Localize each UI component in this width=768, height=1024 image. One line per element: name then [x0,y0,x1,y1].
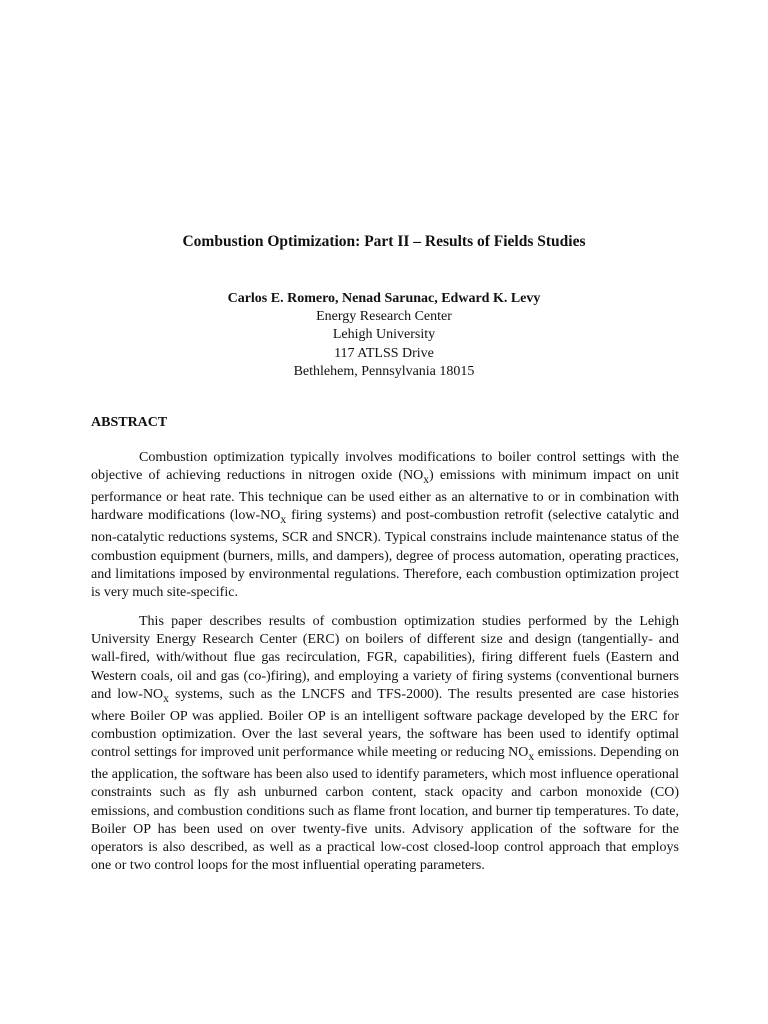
author-names: Carlos E. Romero, Nenad Sarunac, Edward K. Levy [227,291,541,306]
affiliation-street: 117 ATLSS Drive [334,345,434,361]
para1-text-a: Combustion optimization typically involves modifications to boiler control settings with the objective of achieving reductions in nitrogen oxide (NO [91,450,679,484]
para2-subscript-1: x [163,691,169,705]
para2-text-c: emissions. Depending on the application, the software has been also used to identify parameters, which most influence operational constraints such as fly ash unburned carbon content, stack opacity and carbon monoxide (CO) emissions, and combustion conditions such as flame front location, and burner tip temperatures. To date, Boiler OP has been used on over twenty-five units. Advisory application of the software for the operators is also described, as well as a practical low-cost closed-loop control approach that employs one or two control loops for the most influential operating parameters. [91,745,679,874]
affiliation-center: Energy Research Center [316,309,452,325]
paper-title: Combustion Optimization: Part II – Results of Fields Studies [182,233,586,250]
affiliation-city: Bethlehem, Pennsylvania 18015 [293,363,475,379]
affiliation-university: Lehigh University [332,327,436,343]
abstract-paragraph-1 [91,449,679,602]
para1-text-c: firing systems) and post-combustion retrofit (selective catalytic and non-catalytic reductions systems, SCR and SNCR). Typical constrains include maintenance status of the combustion equipment (burners, mills, and dampers), degree of process automation, operating practices, and limitations imposed by environmental regulations. Therefore, each combustion optimization project is very much site-specific. [91,508,680,601]
para2-text-b: systems, such as the LNCFS and TFS-2000). The results presented are case histories where Boiler OP was applied. Boiler OP is an intelligent software package developed by the ERC for combustion optimization. Over the last several years, the software has been used to identify optimal control settings for improved unit performance while meeting or reducing NO [91,686,679,761]
para2-text-a: This paper describes results of combustion optimization studies performed by the Lehigh University Energy Research Center (ERC) on boilers of different size and design (tangentially- and wall-fired, with/without flue gas recirculation, FGR, capabilities), firing different fuels (Eastern and Western coals, oil and gas (co-)firing), and employing a variety of firing systems (conventional burners and low-NO [91,614,679,702]
para2-subscript-2: x [528,750,535,764]
author-block [0,290,768,381]
abstract-paragraph-2 [91,613,679,875]
para1-text-b: ) emissions with minimum impact on unit performance or heat rate. This technique can be used either as an alternative to or in combination with hardware modifications (low-NO [91,468,679,524]
abstract-heading: ABSTRACT [91,415,168,430]
para1-subscript-2: x [280,513,287,527]
para1-subscript-1: x [423,473,430,486]
